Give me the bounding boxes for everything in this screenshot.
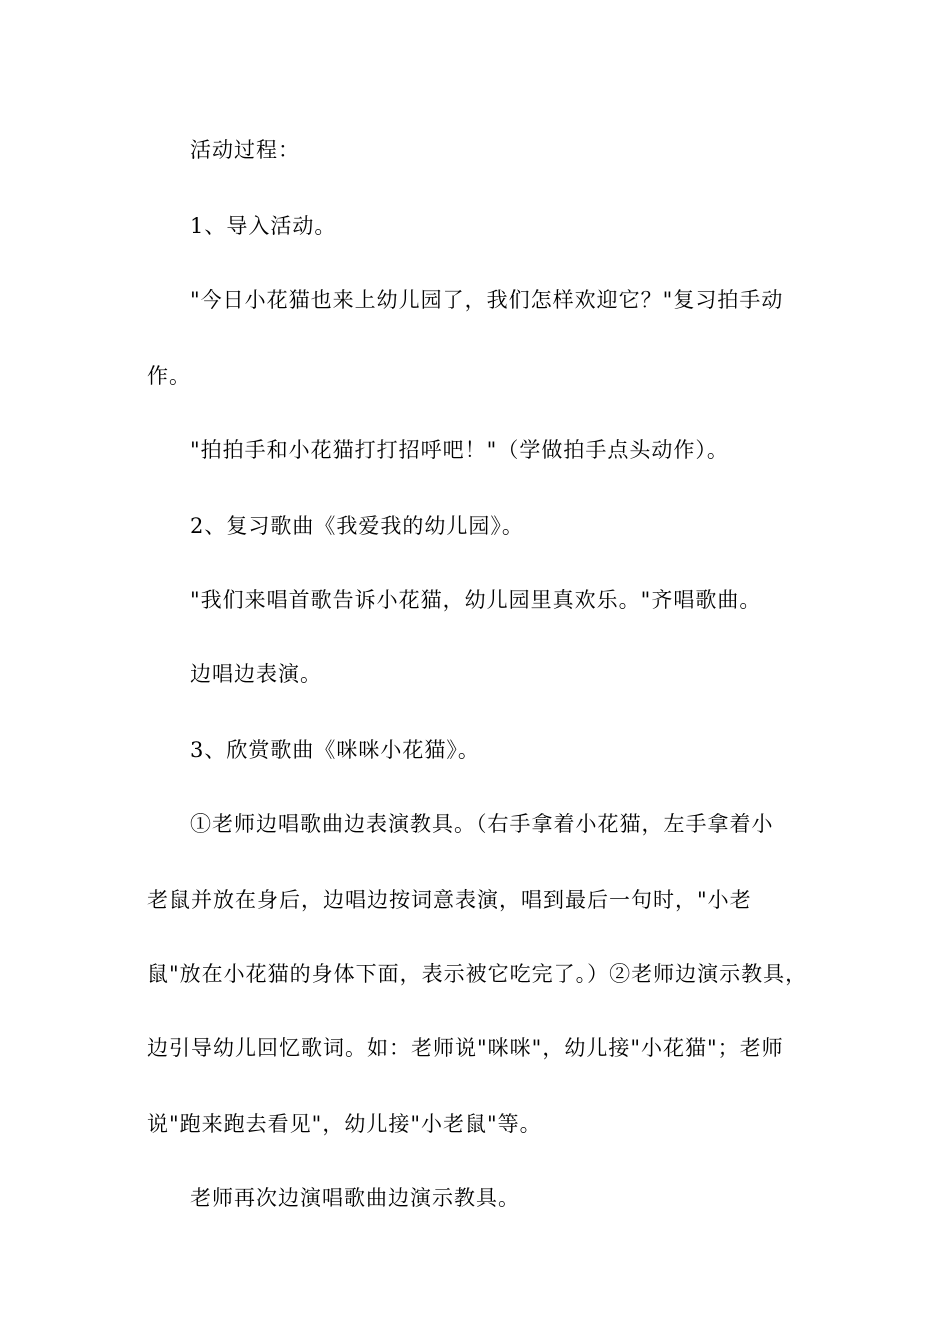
step-3-title: 3、欣赏歌曲《咪咪小花猫》。 <box>190 738 480 762</box>
paragraph-line: 老师再次边演唱歌曲边演示教具。 <box>190 1186 520 1210</box>
step-2-title: 2、复习歌曲《我爱我的幼儿园》。 <box>190 514 524 538</box>
paragraph-line: "拍拍手和小花猫打打招呼吧！"（学做拍手点头动作）。 <box>190 438 729 462</box>
step-1-title: 1、导入活动。 <box>190 214 337 238</box>
paragraph-line: 边唱边表演。 <box>190 662 322 686</box>
paragraph-line: "我们来唱首歌告诉小花猫，幼儿园里真欢乐。"齐唱歌曲。 <box>190 588 762 612</box>
paragraph-line: 边引导幼儿回忆歌词。如：老师说"咪咪"，幼儿接"小花猫"；老师 <box>147 1036 784 1060</box>
paragraph-line: 说"跑来跑去看见"，幼儿接"小老鼠"等。 <box>147 1112 542 1136</box>
heading-activity-process: 活动过程： <box>190 138 300 162</box>
paragraph-line: 鼠"放在小花猫的身体下面，表示被它吃完了。）②老师边演示教具， <box>147 962 808 986</box>
paragraph-line: 作。 <box>147 364 191 388</box>
paragraph-line: "今日小花猫也来上幼儿园了，我们怎样欢迎它？"复习拍手动 <box>190 288 784 312</box>
paragraph-line: ①老师边唱歌曲边表演教具。（右手拿着小花猫，左手拿着小 <box>190 812 774 836</box>
paragraph-line: 老鼠并放在身后，边唱边按词意表演，唱到最后一句时，"小老 <box>147 888 752 912</box>
